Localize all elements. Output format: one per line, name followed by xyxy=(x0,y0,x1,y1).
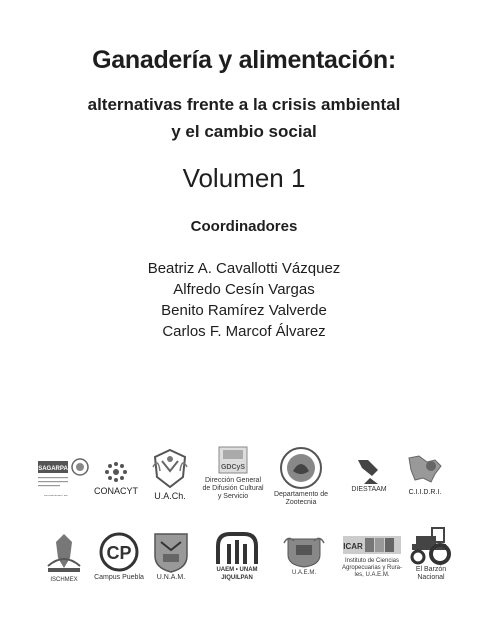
ischmex-caption: ISCHMEX xyxy=(50,577,78,583)
uach-caption: U.A.Ch. xyxy=(154,491,186,501)
coordinators-heading: Coordinadores xyxy=(190,218,298,235)
conacyt-logo xyxy=(94,460,138,496)
gdcys-caption-2: de Difusión Cultural xyxy=(202,485,264,492)
campus-puebla-caption: Campus Puebla xyxy=(94,574,144,581)
gdcys-caption-3: y Servicio xyxy=(217,493,249,500)
cp-monogram-icon xyxy=(99,530,139,574)
barzon-caption-1: El Barzón xyxy=(415,566,447,573)
svg-text:GDCyS: GDCyS xyxy=(220,464,246,471)
diestaam-caption: DIESTAAM xyxy=(351,486,387,493)
gdcys-caption-1: Dirección General xyxy=(204,477,262,484)
sagarpa-logo xyxy=(36,455,92,496)
svg-text:CP: CP xyxy=(106,543,132,563)
conacyt-dots-icon xyxy=(101,460,131,486)
ciidri-caption: C.I.I.D.R.I. xyxy=(408,489,442,496)
icar-logo xyxy=(340,532,404,579)
ischmex-figure-icon xyxy=(42,530,86,576)
uaem-caption: U.A.E.M. xyxy=(291,570,316,576)
icar-caption-2: Agropecuarias y Rura- xyxy=(341,565,403,571)
coordinators-list xyxy=(0,258,488,342)
book-subtitle-line-2: y el cambio social xyxy=(171,122,317,141)
conacyt-caption: CONACYT xyxy=(94,486,139,496)
gdcys-mark-icon xyxy=(213,445,253,477)
book-subtitle-line-1: alternativas frente a la crisis ambiental xyxy=(87,95,401,114)
diestaam-logo xyxy=(346,456,392,494)
tractor-icon xyxy=(406,522,456,566)
campus-puebla-logo xyxy=(94,530,144,582)
coordinator-name: Beatriz A. Cavallotti Vázquez xyxy=(147,260,341,277)
ciidri-logo xyxy=(400,452,450,498)
zootecnia-caption-1: Departamento de xyxy=(273,491,329,498)
ischmex-logo xyxy=(36,530,92,584)
unam-logo xyxy=(148,530,194,582)
icar-caption-1: Instituto de Ciencias xyxy=(344,558,400,564)
zootecnia-caption-2: Zootecnia xyxy=(285,499,317,506)
gdcys-logo xyxy=(202,445,264,501)
icar-banner-icon xyxy=(343,532,401,558)
uaem-logo xyxy=(276,533,332,577)
coordinator-name: Benito Ramírez Valverde xyxy=(161,302,327,319)
unam-shield-icon xyxy=(151,530,191,574)
icar-caption-3: les, U.A.E.M. xyxy=(354,572,390,578)
ciidri-map-icon xyxy=(405,452,445,488)
coordinator-name: Carlos F. Marcof Álvarez xyxy=(162,323,326,340)
zootecnia-logo xyxy=(270,445,332,507)
sagarpa-emblem-icon xyxy=(38,455,90,495)
book-title: Ganadería y alimentación: xyxy=(92,46,396,74)
zootecnia-seal-icon xyxy=(279,445,323,491)
uaem-unam-logo xyxy=(206,530,268,582)
svg-text:ICAR: ICAR xyxy=(343,542,363,551)
uach-shield-icon xyxy=(150,447,190,491)
svg-text:SAGARPA: SAGARPA xyxy=(38,466,68,472)
uaem-unam-caption-2: JIQUILPAN xyxy=(221,575,253,581)
uaem-unam-arches-icon xyxy=(214,530,260,566)
diestaam-mark-icon xyxy=(352,456,386,486)
barzon-caption-2: Nacional xyxy=(417,574,445,581)
sagarpa-caption xyxy=(36,495,76,496)
el-barzon-logo xyxy=(402,522,460,582)
volume-label: Volumen 1 xyxy=(182,163,306,193)
coordinator-name: Alfredo Cesín Vargas xyxy=(173,281,315,298)
uaem-crest-icon xyxy=(282,533,326,569)
uach-logo xyxy=(146,447,194,501)
unam-caption: U.N.A.M. xyxy=(156,574,186,581)
uaem-unam-caption-1: UAEM • UNAM xyxy=(216,567,258,573)
